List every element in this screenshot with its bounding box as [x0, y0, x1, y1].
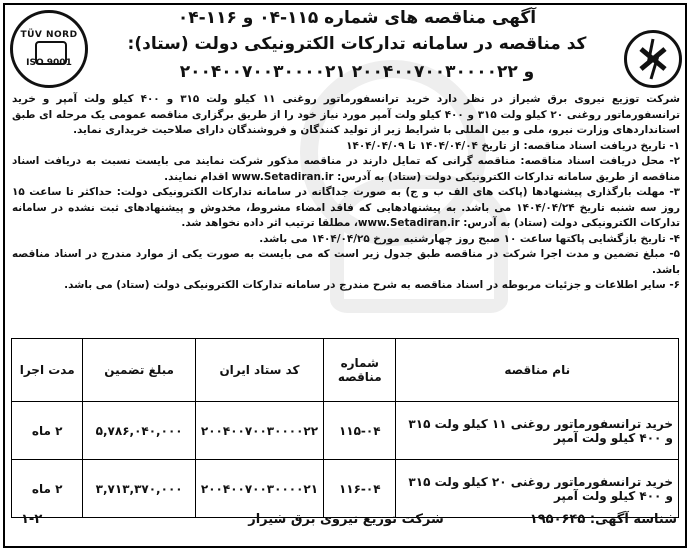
- condition-item-1: ۱- تاریخ دریافت اسناد مناقصه: از تاریخ ۱۴۰۴/۰۴/۰۴ تا ۱۴۰۴/۰۴/۰۹: [346, 139, 680, 152]
- logo-text-bottom: ISO 9001: [26, 58, 72, 68]
- row-number: ۱۱۵-۰۴: [324, 402, 396, 460]
- table-row: [12, 402, 679, 460]
- notice-title: آگهی مناقصه های شماره ۱۱۵-۰۴ و ۱۱۶-۰۴: [177, 8, 537, 28]
- company-name: شرکت توزیع نیروی برق شیراز: [248, 512, 444, 527]
- header-name: نام مناقصه: [396, 339, 679, 402]
- row-number: ۱۱۶-۰۴: [324, 460, 396, 518]
- ad-id: شناسه آگهی: ۱۹۵۰۶۴۵: [529, 512, 677, 527]
- condition-item-2: ۲- محل دریافت اسناد مناقصه: مناقصه گرانی که تمایل دارند در مناقصه مذکور شرکت نمایند می بایست نسبت به دریافت اسناد مناقصه از طریق سامانه تدارکات الکترونیکی دولت (ستاد) به آدرس: www.Setadiran.ir اقدام نمایند.: [12, 155, 680, 183]
- tender-code-label: کد مناقصه در سامانه تدارکات الکترونیکی دولت (ستاد):: [127, 34, 587, 54]
- tender-codes: ۲۰۰۴۰۰۷۰۰۳۰۰۰۰۲۱ و ۲۰۰۴۰۰۷۰۰۳۰۰۰۰۲۲: [179, 62, 535, 82]
- intro-paragraph: شرکت توزیع نیروی برق شیراز در نظر دارد خرید ترانسفورماتور روغنی ۱۱ کیلو ولت ۳۱۵ و ۴۰۰ کیلو ولت آمپر و خرید ترانسفورماتور روغنی ۲۰ کیلو ولت ۳۱۵ و ۴۰۰ کیلو ولت آمپر مورد نیاز خود را از طریق برگزاری مناقصه عمومی یک مرحله ای طبق استانداردهای وزارت نیرو، ملی و بین المللی با شرایط زیر از تولید کنندگان و فروشندگان دارای صلاحیت خریداری نماید.: [12, 93, 680, 136]
- header-duration: مدت اجرا: [12, 339, 83, 402]
- logo-text-top: TÜV NORD: [20, 30, 78, 40]
- condition-item-4: ۴- تاریخ بازگشایی پاکتها ساعت ۱۰ صبح روز چهارشنبه مورخ ۱۴۰۴/۰۴/۲۵ می باشد.: [259, 232, 680, 245]
- condition-item-6: ۶- سایر اطلاعات و جزئیات مربوطه در اسناد مناقصه به شرح مندرج در سامانه تدارکات الکترونیکی دولت (ستاد) می باشد.: [64, 279, 680, 291]
- row-guarantee: ۵,۷۸۶,۰۴۰,۰۰۰: [83, 402, 196, 460]
- row-name: خرید ترانسفورماتور روغنی ۱۱ کیلو ولت ۳۱۵ و ۴۰۰ کیلو ولت آمپر: [396, 402, 679, 460]
- row-guarantee: ۳,۷۱۳,۳۷۰,۰۰۰: [83, 460, 196, 518]
- header-guarantee: مبلغ تضمین: [83, 339, 196, 402]
- row-name: خرید ترانسفورماتور روغنی ۲۰ کیلو ولت ۳۱۵ و ۴۰۰ کیلو ولت آمپر: [396, 460, 679, 518]
- row-duration: ۲ ماه: [12, 460, 83, 518]
- condition-item-5: ۵- مبلغ تضمین و مدت اجرا شرکت در مناقصه طبق جدول زیر است که می بایست به صورت یکی از موارد مندرج در اسناد مناقصه باشد.: [12, 248, 680, 276]
- row-code: ۲۰۰۴۰۰۷۰۰۳۰۰۰۰۲۱: [195, 460, 323, 518]
- notice-body: [12, 92, 680, 294]
- condition-item-3: ۳- مهلت بارگذاری پیشنهادها (پاکت های الف ب و ج) به صورت جداگانه در سامانه تدارکات الکترونیکی دولت: حداکثر تا ساعت ۱۵ روز سه شنبه تاریخ ۱۴۰۴/۰۴/۲۴ می باشد. به پیشنهادهایی که فاقد امضاء مشروط، مخدوش و پیشنهادهای ثبت نشده در سامانه تدارکات الکترونیکی دولت (ستاد) به آدرس: www.Setadiran.ir، مطلقا ترتیب اثر داده نخواهد شد.: [12, 186, 680, 229]
- row-code: ۲۰۰۴۰۰۷۰۰۳۰۰۰۰۲۲: [195, 402, 323, 460]
- row-duration: ۲ ماه: [12, 402, 83, 460]
- tuv-nord-iso-logo-icon: [10, 10, 88, 88]
- tender-table: [11, 338, 679, 518]
- header-number: شماره مناقصه: [324, 339, 396, 402]
- page-number: ۱-۲: [21, 512, 43, 527]
- header-code: کد ستاد ایران: [195, 339, 323, 402]
- power-company-logo-icon: [624, 30, 682, 88]
- notice-footer: [11, 508, 681, 538]
- table-header-row: [12, 339, 679, 402]
